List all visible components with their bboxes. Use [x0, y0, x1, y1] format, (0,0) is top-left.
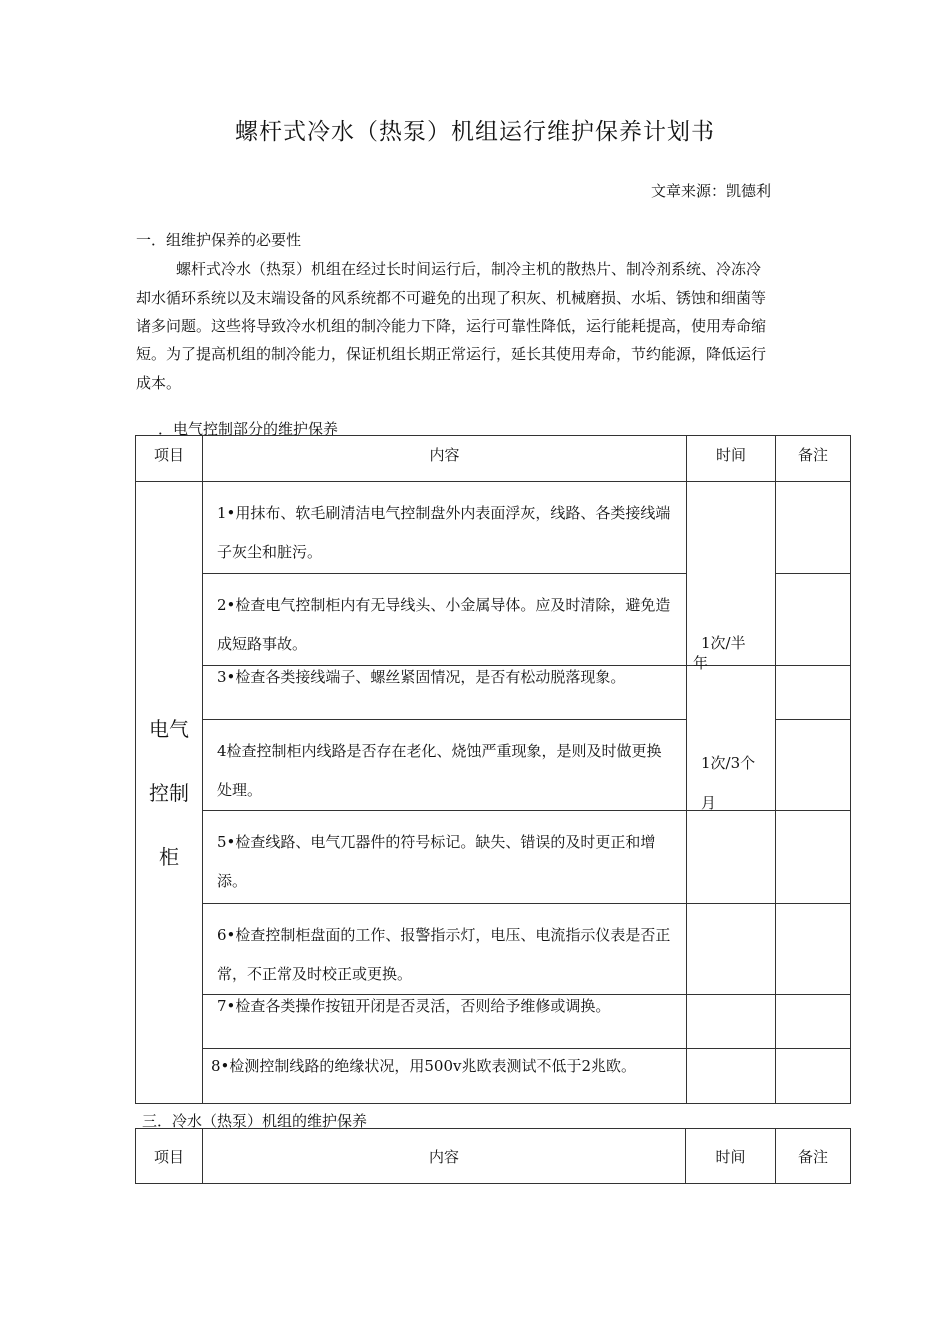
row-content: 6•检查控制柜盘面的工作、报警指示灯，电压、电流指示仪表是否正常，不正常及时校正或更换。 — [203, 904, 687, 995]
row-time — [687, 1049, 776, 1104]
row-note — [776, 482, 851, 574]
header-content: 内容 — [203, 1129, 686, 1184]
row-note — [776, 811, 851, 904]
row-content: 2•检查电气控制柜内有无导线头、小金属导体。应及时清除，避免造成短路事故。 — [203, 574, 687, 666]
section1-heading: 一．组维护保养的必要性 — [136, 231, 302, 249]
row-note — [776, 666, 851, 720]
header-content: 内容 — [203, 436, 687, 482]
section1-line: 却水循环系统以及末端设备的风系统都不可避免的出现了积灰、机械磨损、水垢、锈蚀和细菌等 — [136, 289, 767, 307]
article-source: 文章来源：凯德利 — [651, 182, 772, 200]
header-note: 备注 — [776, 436, 851, 482]
section1-line: 诸多问题。这些将导致冷水机组的制冷能力下降，运行可靠性降低，运行能耗提高，使用寿命缩 — [136, 317, 767, 335]
row-note — [776, 904, 851, 995]
section2-heading: ．电气控制部分的维护保养 — [158, 420, 339, 438]
row-content: 5•检查线路、电气兀器件的符号标记。缺失、错误的及时更正和增添。 — [203, 811, 687, 904]
row-note — [776, 720, 851, 811]
header-time: 时间 — [686, 1129, 776, 1184]
item-electrical-cabinet — [136, 482, 203, 1104]
row-time — [687, 904, 776, 995]
section1-line: 成本。 — [136, 374, 182, 392]
row-note — [776, 1049, 851, 1104]
time-half-year: 1次/半 年 — [687, 482, 776, 666]
row-content: 7•检查各类操作按钮开闭是否灵活，否则给予维修或调换。 — [203, 995, 687, 1049]
row-content: 8•检测控制线路的绝缘状况，用500v兆欧表测试不低于2兆欧。 — [203, 1049, 687, 1104]
row-note — [776, 995, 851, 1049]
section1-line: 螺杆式冷水（热泵）机组在经过长时间运行后，制冷主机的散热片、制冷剂系统、冷冻冷 — [176, 260, 762, 278]
table-row — [136, 666, 851, 720]
row-note — [776, 574, 851, 666]
header-item: 项目 — [136, 436, 203, 482]
table-row — [136, 1049, 851, 1104]
row-content: 4检查控制柜内线路是否存在老化、烧蚀严重现象，是则及时做更换处理。 — [203, 720, 687, 811]
table-row — [136, 482, 851, 574]
table-row — [136, 995, 851, 1049]
table-header-row — [136, 436, 851, 482]
item-label-line: 控制 — [149, 780, 189, 805]
row-content: 3•检查各类接线端子、螺丝紧固情况，是否有松动脱落现象。 — [203, 666, 687, 720]
table-row — [136, 904, 851, 995]
item-label-line: 电气 — [149, 716, 189, 741]
table-row — [136, 811, 851, 904]
time-3-months: 1次/3个 月 — [687, 666, 776, 811]
item-label-line: 柜 — [159, 844, 179, 869]
row-time — [687, 995, 776, 1049]
chiller-maintenance-table — [135, 1128, 851, 1184]
header-time: 时间 — [687, 436, 776, 482]
table-header-row — [136, 1129, 851, 1184]
electrical-maintenance-table — [135, 435, 851, 1104]
header-note: 备注 — [776, 1129, 851, 1184]
section1-line: 短。为了提高机组的制冷能力，保证机组长期正常运行，延长其使用寿命，节约能源，降低运行 — [136, 345, 767, 363]
row-time — [687, 811, 776, 904]
row-content: 1•用抹布、软毛刷清洁电气控制盘外内表面浮灰，线路、各类接线端子灰尘和脏污。 — [203, 482, 687, 574]
page-title: 螺杆式冷水（热泵）机组运行维护保养计划书 — [235, 119, 715, 145]
header-item: 项目 — [136, 1129, 203, 1184]
section3-heading: 三．冷水（热泵）机组的维护保养 — [142, 1112, 368, 1130]
